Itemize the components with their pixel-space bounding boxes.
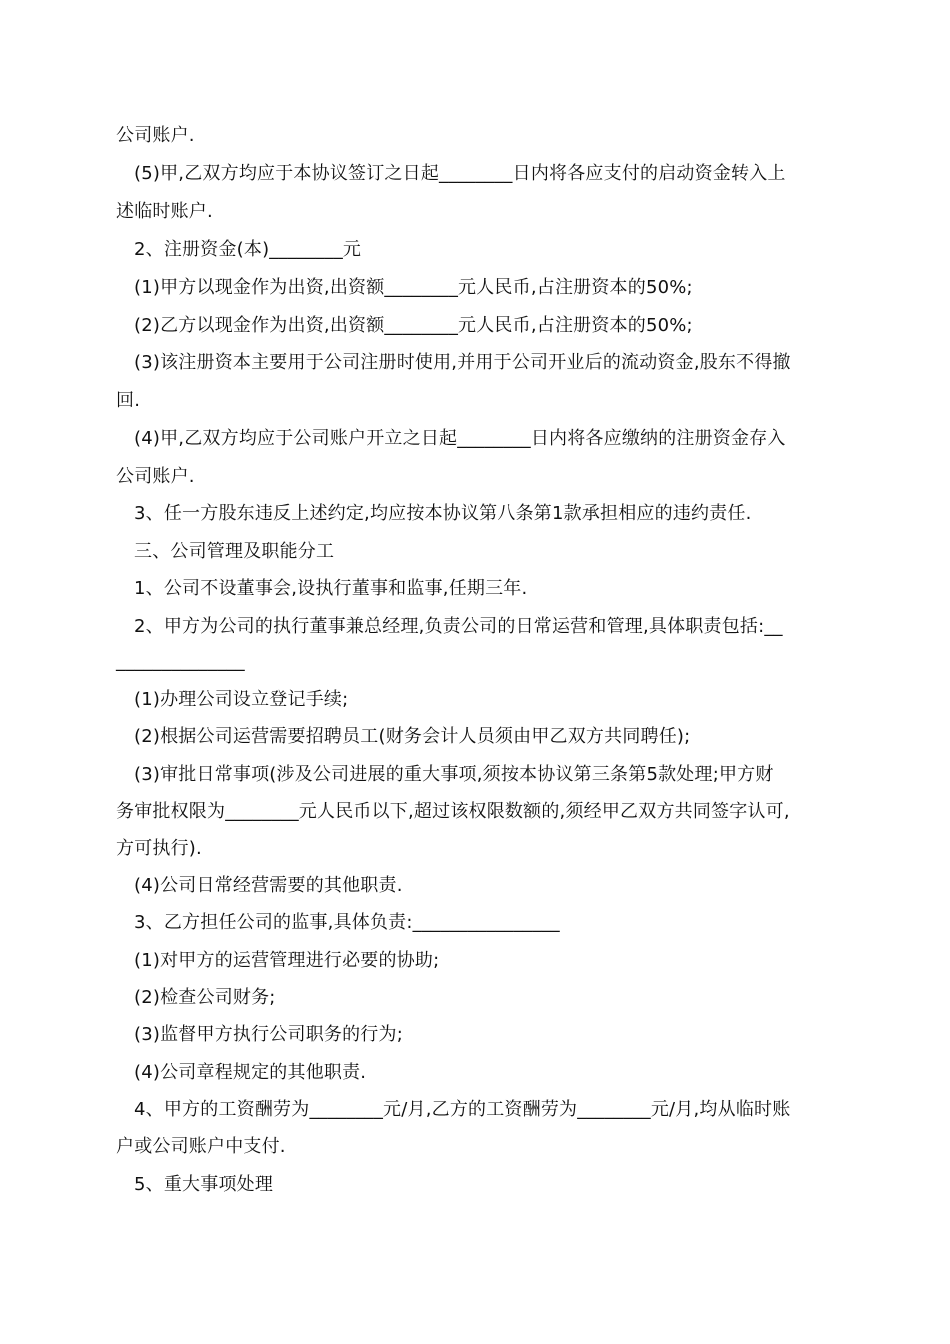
text-line: (2)根据公司运营需要招聘员工(财务会计人员须由甲乙双方共同聘任);	[134, 726, 691, 747]
text-line: (3)监督甲方执行公司职务的行为;	[134, 1024, 403, 1045]
text-line: 3、任一方股东违反上述约定,均应按本协议第八条第1款承担相应的违约责任.	[134, 503, 752, 524]
text-line: 述临时账户.	[116, 201, 213, 222]
text-line: 公司账户.	[116, 466, 195, 487]
text-line: 3、乙方担任公司的监事,具体负责:________________	[134, 912, 560, 933]
text-line: (4)公司章程规定的其他职责.	[134, 1062, 367, 1083]
text-line: (4)公司日常经营需要的其他职责.	[134, 875, 403, 896]
text-line: 方可执行).	[116, 838, 202, 859]
text-line: ______________	[116, 651, 245, 672]
text-line: (3)审批日常事项(涉及公司进展的重大事项,须按本协议第三条第5款处理;甲方财	[134, 764, 774, 785]
text-line: 公司账户.	[116, 125, 195, 146]
text-line: (1)办理公司设立登记手续;	[134, 689, 349, 710]
text-line: 2、注册资金(本)________元	[134, 239, 362, 260]
text-line: 5、重大事项处理	[134, 1174, 274, 1195]
text-line: (1)对甲方的运营管理进行必要的协助;	[134, 950, 440, 971]
text-line: 回.	[116, 390, 141, 411]
text-line: (4)甲,乙双方均应于公司账户开立之日起________日内将各应缴纳的注册资金存入	[134, 428, 786, 449]
text-line: 务审批权限为________元人民币以下,超过该权限数额的,须经甲乙双方共同签字认可,	[116, 801, 790, 822]
text-line: 1、公司不设董事会,设执行董事和监事,任期三年.	[134, 578, 528, 599]
text-line: 2、甲方为公司的执行董事兼总经理,负责公司的日常运营和管理,具体职责包括:__	[134, 616, 783, 637]
text-line: (3)该注册资本主要用于公司注册时使用,并用于公司开业后的流动资金,股东不得撤	[134, 352, 791, 373]
text-line: 户或公司账户中支付.	[116, 1136, 286, 1157]
text-line: (5)甲,乙双方均应于本协议签订之日起________日内将各应支付的启动资金转入上	[134, 163, 786, 184]
text-line: (1)甲方以现金作为出资,出资额________元人民币,占注册资本的50%;	[134, 277, 693, 298]
text-line: (2)乙方以现金作为出资,出资额________元人民币,占注册资本的50%;	[134, 315, 693, 336]
text-line: (2)检查公司财务;	[134, 987, 276, 1008]
section-heading: 三、公司管理及职能分工	[134, 541, 335, 562]
text-line: 4、甲方的工资酬劳为________元/月,乙方的工资酬劳为________元/月,均从临时账	[134, 1099, 791, 1120]
